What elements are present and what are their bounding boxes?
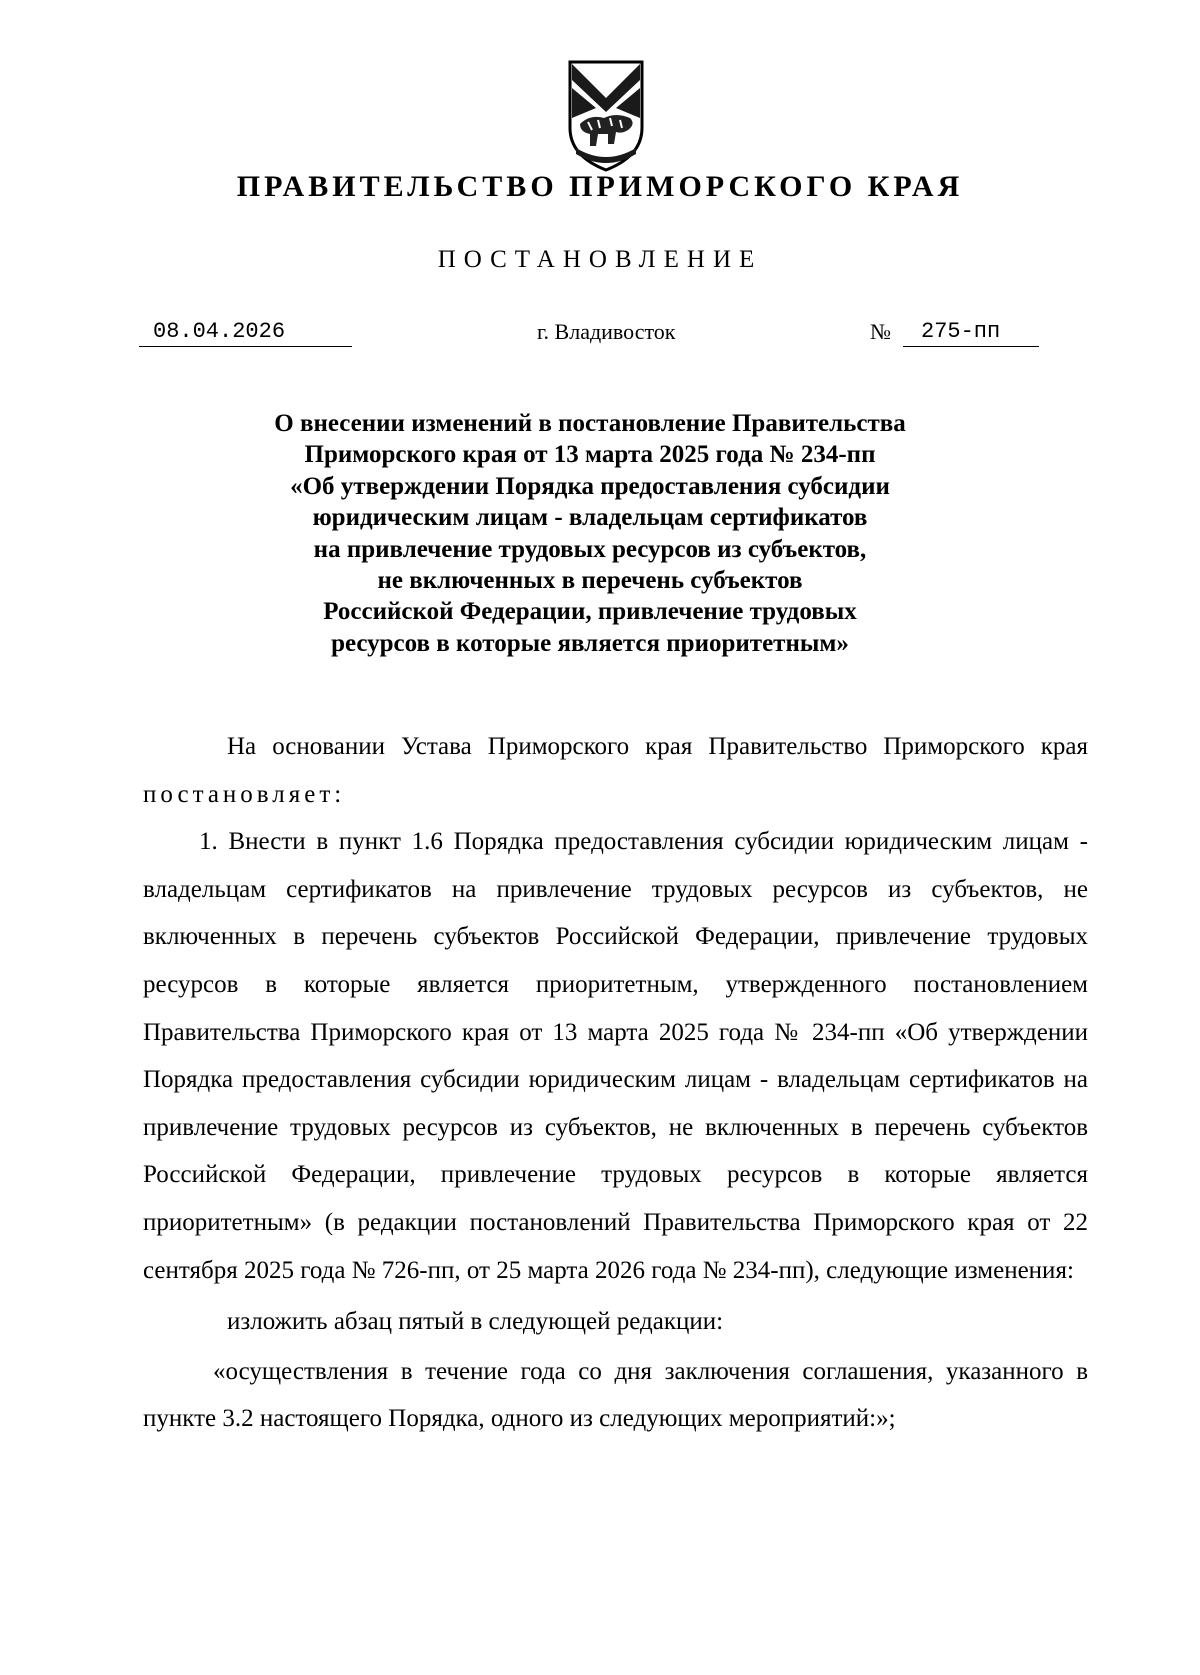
document-date: 08.04.2026 [139, 318, 352, 347]
amendment-text: «осуществления в течение года со дня заключения соглашения, указанного в пункте 3.2 настоящего Порядка, одного из следующих мероприятий:»; [143, 1357, 1088, 1433]
document-type: ПОСТАНОВЛЕНИЕ [437, 246, 763, 273]
title-line: ресурсов в которые является приоритетным» [331, 629, 849, 657]
document-title [140, 408, 1040, 659]
number-label: № [870, 319, 891, 344]
title-line: О внесении изменений в постановление Правительства [274, 410, 906, 437]
government-name: ПРАВИТЕЛЬСТВО ПРИМОРСКОГО КРАЯ [236, 170, 964, 203]
title-line: на привлечение трудовых ресурсов из субъектов, [313, 535, 867, 563]
intro-text: На основании Устава Приморского края Правительство Приморского края [227, 733, 1088, 760]
title-line: Приморского края от 13 марта 2025 года № 234-пп [304, 441, 876, 469]
title-line: «Об утверждении Порядка предоставления субсидии [290, 472, 890, 500]
amendment-intro: изложить абзац пятый в следующей редакции: [227, 1308, 724, 1336]
title-line: Российской Федерации, привлечение трудовых [323, 598, 857, 626]
title-line: не включенных в перечень субъектов [377, 567, 803, 595]
document-city: г. Владивосток [537, 319, 676, 344]
resolves-word: постановляет: [143, 780, 346, 808]
document-number: 275-пп [903, 318, 1039, 347]
document-body [143, 723, 1088, 1443]
primorsky-krai-coat-of-arms-icon [566, 58, 646, 174]
intro-paragraph [143, 723, 1088, 818]
item-1-paragraph: 1. Внести в пункт 1.6 Порядка предоставления субсидии юридическим лицам - владельцам сертификатов на привлечение трудовых ресурсов из субъектов, не включенных в перечень субъектов Российской Федерации, привлечение трудовых ресурсов в которые является приоритетным, утвержденного постановлением Правительства Приморского края от 13 марта 2025 года № 234-пп «Об утверждении Порядка предоставления субсидии юридическим лицам - владельцам сертификатов на привлечение трудовых ресурсов из субъектов, не включенных в перечень субъектов Российской Федерации, привлечение трудовых ресурсов в которые является приоритетным» (в редакции постановлений Правительства Приморского края от 22 сентября 2025 года № 726-пп, от 25 марта 2026 года № 234-пп), следующие изменения: [143, 828, 1088, 1284]
title-line: юридическим лицам - владельцам сертификатов [312, 504, 868, 532]
